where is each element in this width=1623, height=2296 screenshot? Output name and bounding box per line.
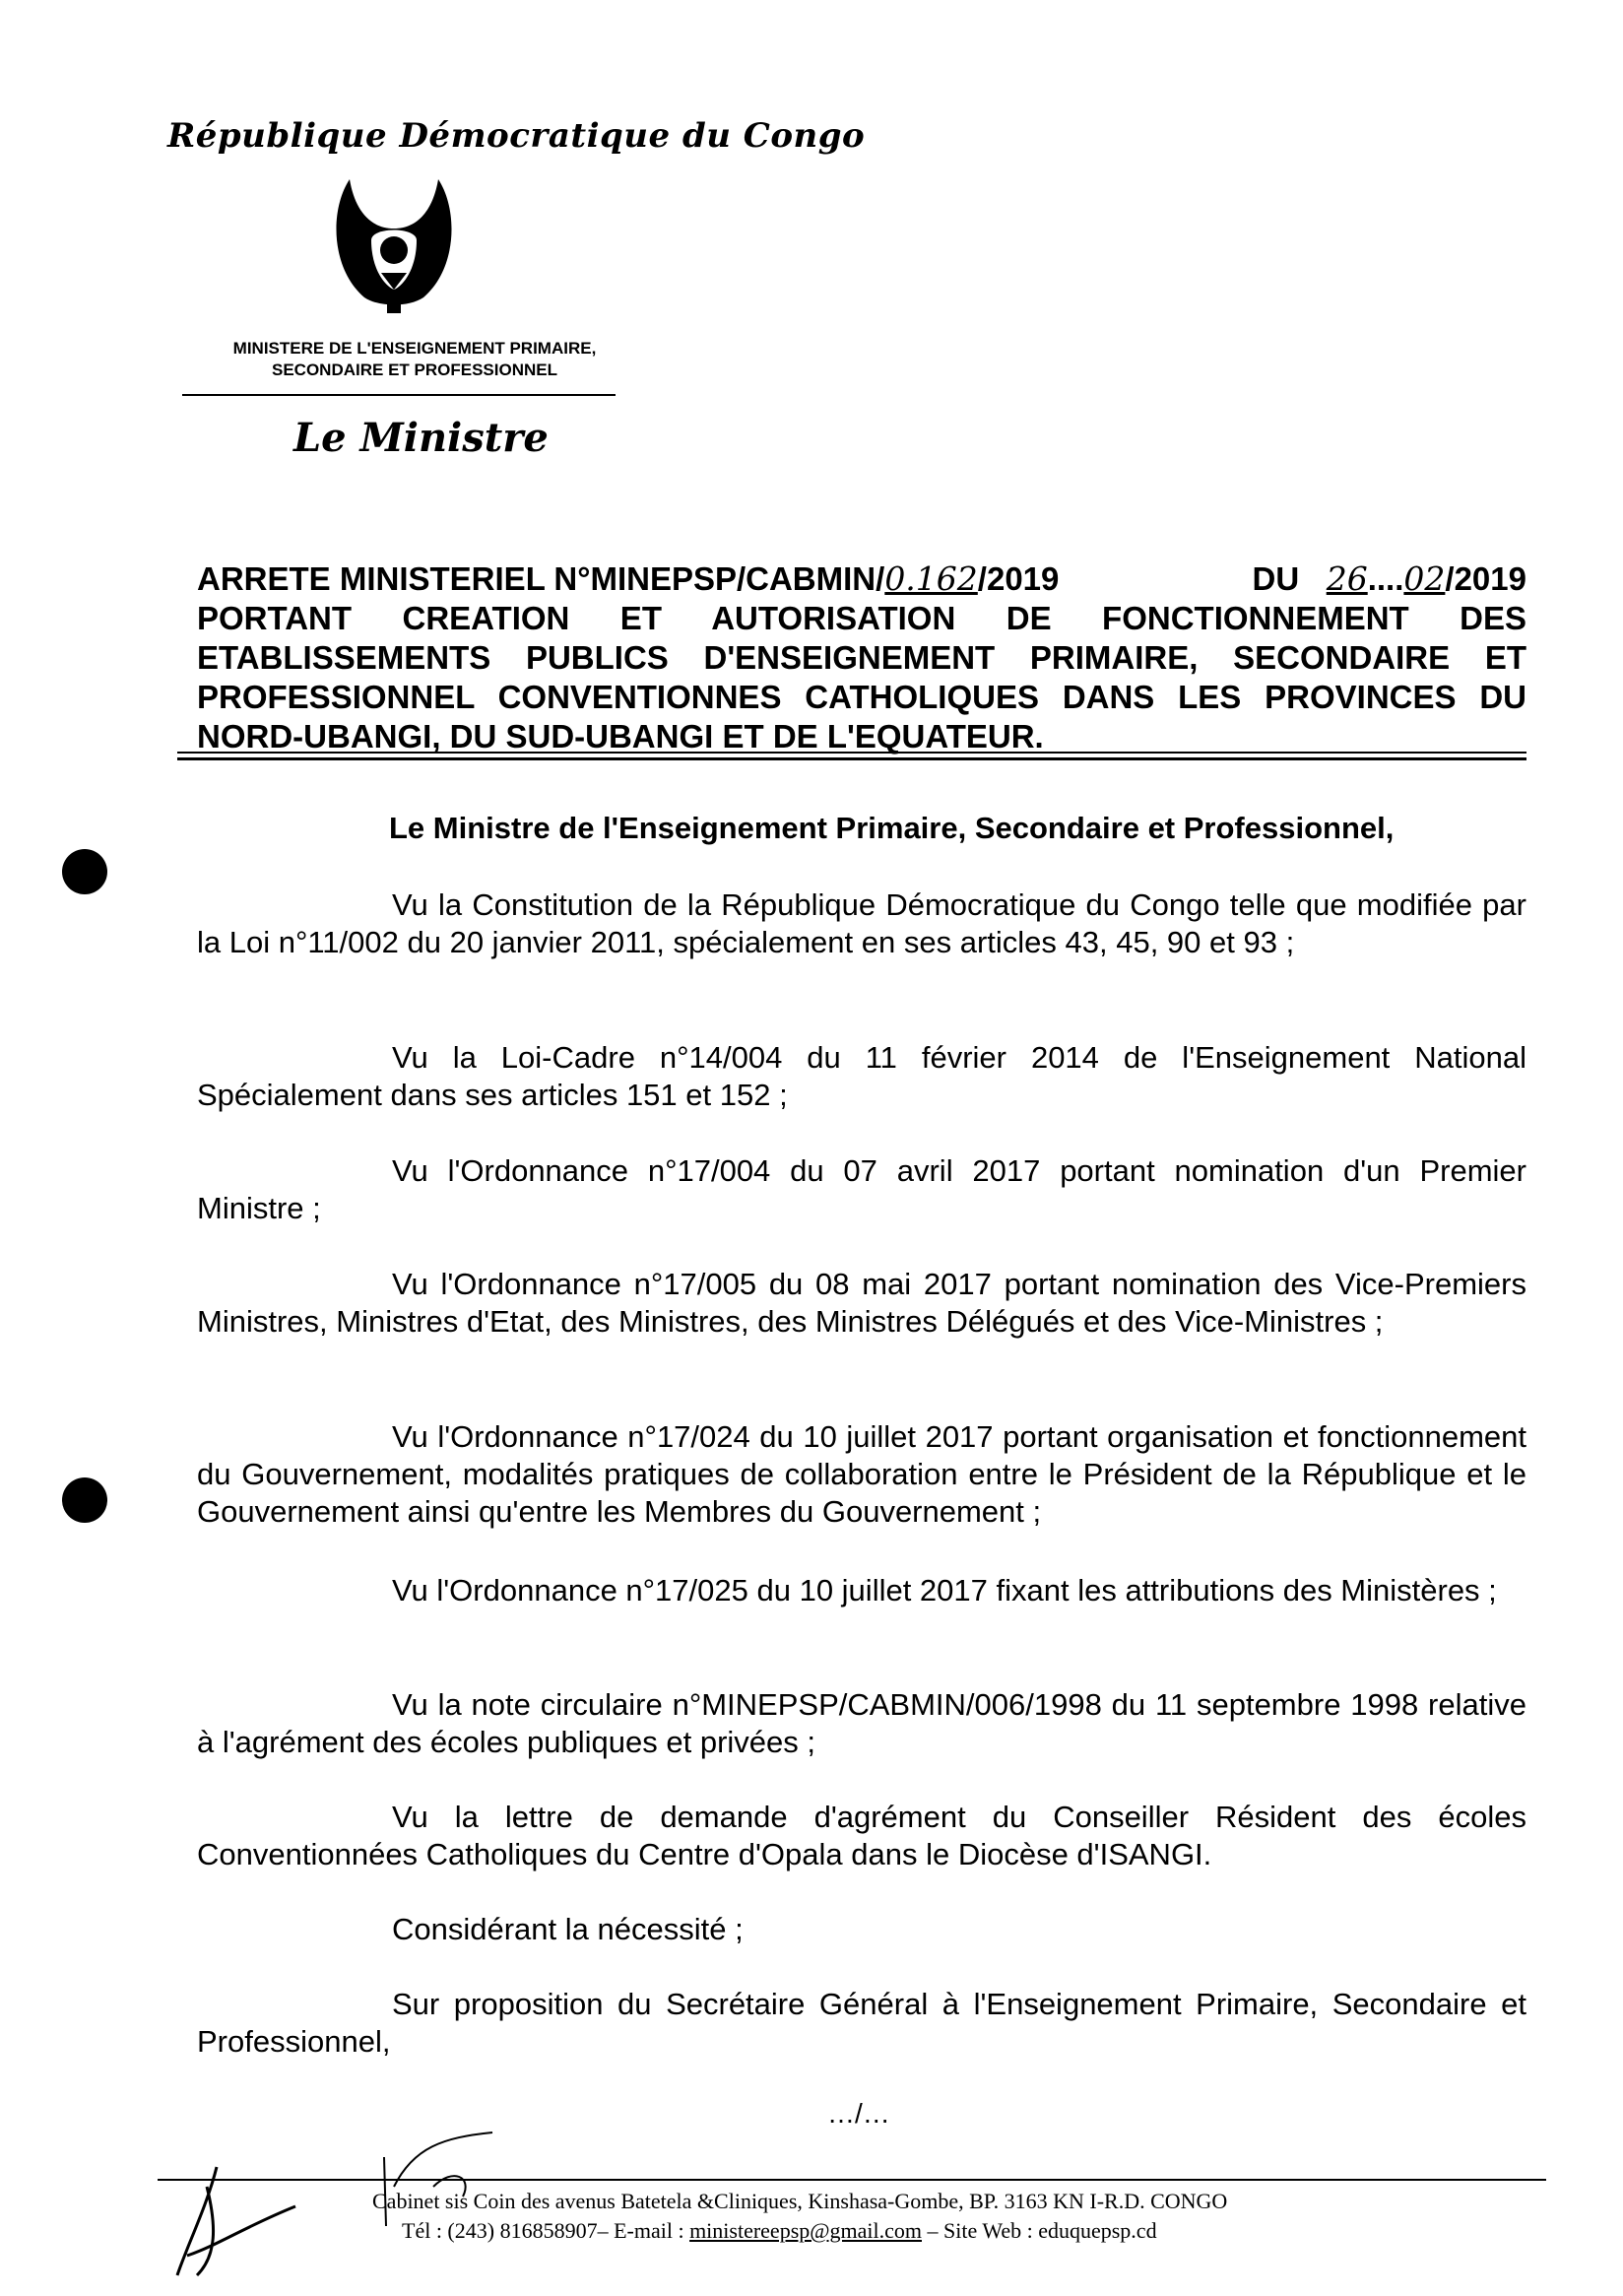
footer-address: Cabinet sis Coin des avenus Batetela &Cliniques, Kinshasa-Gombe, BP. 3163 KN I-R.D. CONGO	[372, 2189, 1228, 2213]
punch-hole-top	[62, 849, 107, 894]
ministry-name-line1: MINISTERE DE L'ENSEIGNEMENT PRIMAIRE,	[232, 339, 597, 358]
ministry-name	[193, 338, 636, 381]
decree-date-month: 02	[1403, 559, 1446, 598]
decree-title-line3: ETABLISSEMENTS PUBLICS D'ENSEIGNEMENT PRIMAIRE, SECONDAIRE ET	[197, 639, 1526, 676]
minister-title: Le Ministre	[293, 415, 549, 461]
paragraph-lettre-demande: Vu la lettre de demande d'agrément du Conseiller Résident des écoles Conventionnées Catholiques du Centre d'Opala dans le Diocèse d'ISANGI.	[197, 1800, 1526, 1871]
paragraph-note-circulaire: Vu la note circulaire n°MINEPSP/CABMIN/006/1998 du 11 septembre 1998 relative à l'agrément des écoles publiques et privées ;	[197, 1687, 1526, 1759]
continuation-mark: …/…	[827, 2098, 890, 2129]
paragraph-ordonnance-004: Vu l'Ordonnance n°17/004 du 07 avril 2017 portant nomination d'un Premier Ministre ;	[197, 1153, 1526, 1225]
decree-du: DU	[1252, 560, 1300, 597]
decree-date-year: /2019	[1445, 560, 1526, 597]
preamble-heading: Le Ministre de l'Enseignement Primaire, Secondaire et Professionnel,	[389, 811, 1395, 845]
country-name: République Démocratique du Congo	[167, 116, 866, 156]
paragraph-ordonnance-024: Vu l'Ordonnance n°17/024 du 10 juillet 2017 portant organisation et fonctionnement du Gouvernement, modalités pratiques de collaboration entre le Président de la République et le Gouvernement ainsi qu'entre les Membres du Gouvernement ;	[197, 1419, 1526, 1529]
paragraph-considerant: Considérant la nécessité ;	[392, 1912, 744, 1946]
decree-number-prefix: ARRETE MINISTERIEL N°MINEPSP/CABMIN/	[197, 560, 885, 597]
ministry-name-line2: SECONDAIRE ET PROFESSIONNEL	[272, 361, 557, 379]
title-divider-thin	[177, 752, 1526, 754]
paragraph-ordonnance-005: Vu l'Ordonnance n°17/005 du 08 mai 2017 portant nomination des Vice-Premiers Ministres, Ministres d'Etat, des Ministres, des Ministres Délégués et des Vice-Ministres ;	[197, 1267, 1526, 1339]
footer-phone: Tél : (243) 816858907– E-mail :	[402, 2218, 690, 2243]
signature-initials	[158, 2147, 335, 2285]
decree-date-day: 26	[1326, 559, 1368, 598]
decree-date-sep: ....	[1367, 560, 1404, 597]
punch-hole-bottom	[62, 1477, 107, 1523]
margin-scribble	[374, 2128, 522, 2236]
decree-title-line5: NORD-UBANGI, DU SUD-UBANGI ET DE L'EQUATEUR.	[197, 718, 1044, 754]
footer-email-link[interactable]: ministereepsp@gmail.com	[689, 2218, 922, 2243]
paragraph-ordonnance-025: Vu l'Ordonnance n°17/025 du 10 juillet 2017 fixant les attributions des Ministères ;	[392, 1573, 1497, 1607]
decree-title-line2: PORTANT CREATION ET AUTORISATION DE FONCTIONNEMENT DES	[197, 600, 1526, 636]
paragraph-proposition: Sur proposition du Secrétaire Général à l'Enseignement Primaire, Secondaire et Professionnel,	[197, 1987, 1526, 2059]
header-divider	[182, 394, 616, 396]
footer-website: – Site Web : eduquepsp.cd	[922, 2218, 1157, 2243]
footer-divider	[158, 2179, 1546, 2181]
decree-title	[197, 559, 1526, 756]
decree-title-line1	[197, 559, 1526, 599]
title-divider-thick	[177, 757, 1526, 760]
coat-of-arms-emblem	[320, 169, 468, 317]
paragraph-loi-cadre: Vu la Loi-Cadre n°14/004 du 11 février 2014 de l'Enseignement National Spécialement dans ses articles 151 et 152 ;	[197, 1040, 1526, 1112]
decree-number-handwritten: 0.162	[884, 559, 978, 598]
decree-number-year: /2019	[977, 560, 1060, 597]
decree-title-line4: PROFESSIONNEL CONVENTIONNES CATHOLIQUES DANS LES PROVINCES DU	[197, 679, 1526, 715]
paragraph-constitution: Vu la Constitution de la République Démocratique du Congo telle que modifiée par la Loi n°11/002 du 20 janvier 2011, spécialement en ses articles 43, 45, 90 et 93 ;	[197, 887, 1526, 959]
